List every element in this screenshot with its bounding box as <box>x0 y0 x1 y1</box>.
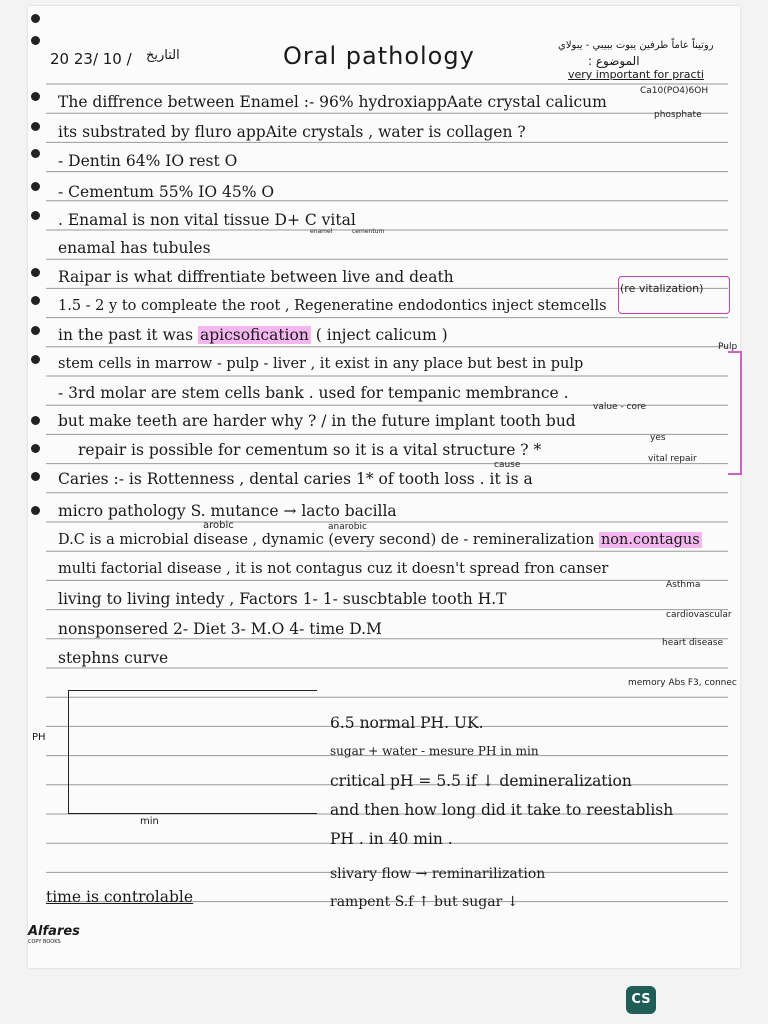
note-line-10: stem cells in marrow - pulp - liver , it exist in any place but best in pulp <box>58 356 584 372</box>
binding-hole-icon <box>31 444 40 453</box>
brand-logo: Alfares <box>28 924 80 939</box>
note-line-17: multi factorial disease , it is not contagus cuz it doesn't spread fron canser <box>58 561 609 577</box>
brand-subtitle: COPY BOOKS <box>28 939 61 945</box>
header-date-label: التاريخ <box>146 48 180 63</box>
note-anaerobic: anarobic <box>328 522 367 532</box>
important-note: very important for practi <box>568 68 704 81</box>
note-cause: cause <box>494 460 521 470</box>
highlight-apicsofication: apicsofication <box>199 326 309 344</box>
note-heart-disease: heart disease <box>662 638 724 648</box>
binding-hole-icon <box>31 122 40 131</box>
note-line-9-end: ( inject calicum ) <box>315 326 448 344</box>
binding-hole-icon <box>31 211 40 220</box>
binding-hole-icon <box>31 355 40 364</box>
note-revitalization: (re vitalization) <box>620 282 704 295</box>
note-line-8: 1.5 - 2 y to compleate the root , Regeneratine endodontics inject stemcells <box>58 298 607 314</box>
graph-note-7: rampent S.f ↑ but sugar ↓ <box>330 894 519 910</box>
camscanner-icon: CS <box>626 986 656 1014</box>
header-subject-label: : الموضوع <box>588 54 640 68</box>
time-controlable-note: time is controlable <box>46 888 194 906</box>
header-date: 20 23/ 10 / <box>50 50 132 68</box>
note-line-6: enamal has tubules <box>58 239 211 257</box>
note-asthma: Asthma <box>666 580 701 590</box>
binding-hole-icon <box>31 296 40 305</box>
note-pulp: Pulp <box>718 342 738 352</box>
note-line-18: living to living intedy , Factors 1- 1- suscbtable tooth H.T <box>58 590 507 608</box>
note-line-9-start: in the past it was <box>58 326 194 344</box>
note-line-13: repair is possible for cementum so it is a vital structure ? * <box>78 441 542 459</box>
graph-note-1: 6.5 normal PH. UK. <box>330 714 484 732</box>
note-chem-formula: Ca10(PO4)6OH <box>640 86 709 96</box>
binding-hole-icon <box>31 416 40 425</box>
note-line-5: . Enamal is non vital tissue D+ C vital <box>58 211 356 229</box>
note-value-core: value - core <box>593 402 647 412</box>
binding-hole-icon <box>31 326 40 335</box>
note-line-1: The diffrence between Enamel :- 96% hydroxiappAate crystal calicum <box>58 93 607 111</box>
note-vital-repair: vital repair <box>648 454 697 464</box>
note-line-11: - 3rd molar are stem cells bank . used for tempanic membrance . <box>58 384 569 402</box>
graph-note-2: sugar + water - mesure PH in min <box>330 744 539 758</box>
note-line-16 <box>58 533 702 548</box>
graph-note-3: critical pH = 5.5 if ↓ demineralization <box>330 772 632 790</box>
binding-hole-icon <box>31 506 40 515</box>
graph-note-5: PH . in 40 min . <box>330 830 453 848</box>
note-line-2: its substrated by fluro appAite crystals , water is collagen ? <box>58 123 526 141</box>
binding-hole-icon <box>31 36 40 45</box>
binding-hole-icon <box>31 182 40 191</box>
note-cardiovascular: cardiovascular <box>666 610 732 620</box>
graph-note-4: and then how long did it take to reestablish <box>330 801 674 819</box>
graph-min-label: min <box>140 816 159 827</box>
binding-hole-icon <box>31 149 40 158</box>
binding-hole-icon <box>31 14 40 23</box>
note-line-4: - Cementum 55% IO 45% O <box>58 183 275 201</box>
binding-hole-icon <box>31 92 40 101</box>
notebook-page <box>28 6 740 968</box>
stephan-curve-graph <box>68 690 317 814</box>
note-line-7: Raipar is what diffrentiate between live and death <box>58 268 454 286</box>
note-aerobic: arobic <box>203 520 234 531</box>
note-line-3: - Dentin 64% IO rest O <box>58 152 238 170</box>
binding-hole-icon <box>31 472 40 481</box>
graph-note-6: slivary flow → reminarilization <box>330 866 546 882</box>
note-line-12: but make teeth are harder why ? / in the future implant tooth bud <box>58 412 576 430</box>
note-enamel-small: enamel <box>310 228 333 235</box>
page-title: Oral pathology <box>283 42 475 70</box>
pink-bracket <box>728 351 742 475</box>
note-calicum-phosphate: phosphate <box>654 110 702 120</box>
note-memory: memory Abs F3, connec <box>628 678 737 688</box>
note-line-15: micro pathology S. mutance → lacto bacilla <box>58 502 397 520</box>
note-cementum-small: cementum <box>352 228 385 235</box>
binding-hole-icon <box>31 268 40 277</box>
note-line-20: stephns curve <box>58 649 169 667</box>
note-line-19: nonsponsered 2- Diet 3- M.O 4- time D.M <box>58 620 382 638</box>
note-line-16-start: D.C is a microbial disease , dynamic (every second) de - remineralization <box>58 532 595 548</box>
highlight-non-contagus: non.contagus <box>600 532 700 548</box>
note-line-9 <box>58 328 448 344</box>
note-yes: yes <box>650 433 666 443</box>
graph-ph-label: PH <box>32 732 46 743</box>
header-subject-line: روتيناً عاماً طرفين يبوت ببيبي - يبولاي <box>558 40 714 51</box>
note-line-14: Caries :- is Rottenness , dental caries 1* of tooth loss . it is a <box>58 470 533 488</box>
